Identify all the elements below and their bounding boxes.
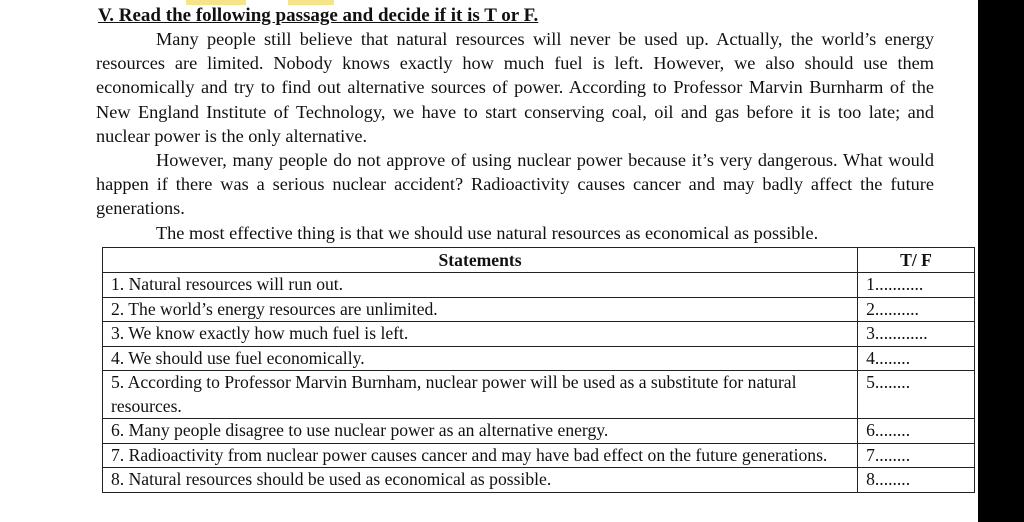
answer-blank[interactable]: 3............ xyxy=(858,322,975,347)
table-row xyxy=(103,297,975,322)
statement-cell: 5. According to Professor Marvin Burnham, nuclear power will be used as a substitute for natural resources. xyxy=(103,371,858,419)
answer-blank[interactable]: 1........... xyxy=(858,273,975,298)
page-edge-band xyxy=(978,0,1024,522)
answer-blank[interactable]: 8........ xyxy=(858,468,975,493)
answer-blank[interactable]: 6........ xyxy=(858,419,975,444)
table-row xyxy=(103,322,975,347)
table-row xyxy=(103,346,975,371)
statement-cell: 7. Radioactivity from nuclear power causes cancer and may have bad effect on the future generations. xyxy=(103,443,858,468)
table-row xyxy=(103,468,975,493)
statement-cell: 8. Natural resources should be used as economical as possible. xyxy=(103,468,858,493)
statement-cell: 3. We know exactly how much fuel is left. xyxy=(103,322,858,347)
true-false-table xyxy=(102,247,975,493)
table-row xyxy=(103,273,975,298)
exercise-heading: V. Read the following passage and decide if it is T or F. xyxy=(98,5,539,26)
table-row xyxy=(103,443,975,468)
statement-cell: 6. Many people disagree to use nuclear power as an alternative energy. xyxy=(103,419,858,444)
passage-paragraph-2: However, many people do not approve of using nuclear power because it’s very dangerous. What would happen if there was a serious nuclear accident? Radioactivity causes cancer and may badly affect the future generations. xyxy=(96,150,934,219)
answer-blank[interactable]: 5........ xyxy=(858,371,975,419)
table-header-row xyxy=(103,248,975,273)
table-row xyxy=(103,419,975,444)
statement-cell: 2. The world’s energy resources are unlimited. xyxy=(103,297,858,322)
passage-paragraph-3: The most effective thing is that we should use natural resources as economical as possible. xyxy=(156,222,819,243)
answer-blank[interactable]: 4........ xyxy=(858,346,975,371)
reading-passage xyxy=(96,27,934,245)
statements-header: Statements xyxy=(103,248,858,273)
table-row xyxy=(103,371,975,419)
statement-cell: 4. We should use fuel economically. xyxy=(103,346,858,371)
tf-header: T/ F xyxy=(858,248,975,273)
statement-cell: 1. Natural resources will run out. xyxy=(103,273,858,298)
answer-blank[interactable]: 7........ xyxy=(858,443,975,468)
passage-paragraph-1: Many people still believe that natural resources will never be used up. Actually, the world’s energy resources are limited. Nobody knows exactly how much fuel is left. However, we also should use them economically and try to find out alternative sources of power. According to Professor Marvin Burnharm of the New England Institute of Technology, we have to start conserving coal, oil and gas before it is too late; and nuclear power is the only alternative. xyxy=(96,29,934,146)
answer-blank[interactable]: 2.......... xyxy=(858,297,975,322)
